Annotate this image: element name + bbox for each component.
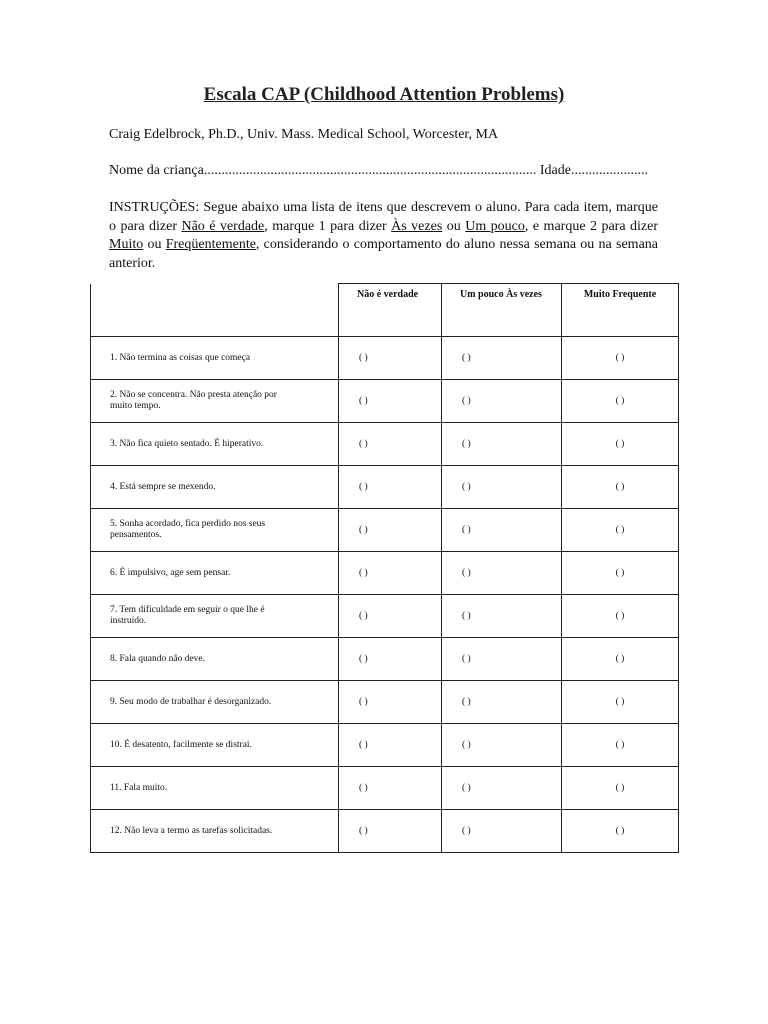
mark-sometimes[interactable]: ( )	[442, 552, 562, 595]
mark-sometimes[interactable]: ( )	[442, 595, 562, 638]
table-row	[91, 767, 679, 810]
item-text: 8. Fala quando não deve.	[91, 638, 339, 681]
table-row	[91, 638, 679, 681]
mark-sometimes[interactable]: ( )	[442, 423, 562, 466]
mark-not-true[interactable]: ( )	[339, 337, 442, 380]
mark-very-frequent[interactable]: ( )	[562, 552, 679, 595]
table-row	[91, 595, 679, 638]
instructions-underlined-sometimes: Às vezes	[391, 218, 443, 234]
item-text: 10. É desatento, facilmente se distrai.	[91, 724, 339, 767]
mark-not-true[interactable]: ( )	[339, 724, 442, 767]
header-not-true: Não é verdade	[339, 284, 442, 337]
mark-sometimes[interactable]: ( )	[442, 767, 562, 810]
mark-sometimes[interactable]: ( )	[442, 466, 562, 509]
mark-not-true[interactable]: ( )	[339, 509, 442, 552]
item-text: 6. É impulsivo, age sem pensar.	[91, 552, 339, 595]
mark-not-true[interactable]: ( )	[339, 810, 442, 853]
item-text: 9. Seu modo de trabalhar é desorganizado.	[91, 681, 339, 724]
mark-very-frequent[interactable]: ( )	[562, 337, 679, 380]
mark-very-frequent[interactable]: ( )	[562, 724, 679, 767]
item-text: 11. Fala muito.	[91, 767, 339, 810]
instructions-paragraph	[109, 199, 658, 273]
instructions-text: ou	[442, 218, 466, 234]
table-header-row	[91, 284, 679, 337]
table-row	[91, 509, 679, 552]
mark-very-frequent[interactable]: ( )	[562, 380, 679, 423]
mark-sometimes[interactable]: ( )	[442, 638, 562, 681]
header-very-frequent: Muito Frequente	[562, 284, 679, 337]
mark-not-true[interactable]: ( )	[339, 423, 442, 466]
age-blank[interactable]: ......................	[570, 163, 648, 178]
mark-very-frequent[interactable]: ( )	[562, 810, 679, 853]
instructions-text: ou	[143, 237, 166, 252]
item-text: 7. Tem dificuldade em seguir o que lhe é instruído.	[91, 595, 339, 638]
item-text: 5. Sonha acordado, fica perdido nos seus pensamentos.	[91, 509, 339, 552]
author-line: Craig Edelbrock, Ph.D., Univ. Mass. Medical School, Worcester, MA	[109, 127, 499, 142]
mark-sometimes[interactable]: ( )	[442, 337, 562, 380]
mark-sometimes[interactable]: ( )	[442, 509, 562, 552]
instructions-underlined-frequently: Freqüentemente	[165, 237, 256, 252]
mark-sometimes[interactable]: ( )	[442, 380, 562, 423]
instructions-text: , e marque 2 para dizer	[524, 218, 659, 234]
mark-very-frequent[interactable]: ( )	[562, 509, 679, 552]
header-sometimes: Um pouco Às vezes	[442, 284, 562, 337]
document-title: Escala CAP (Childhood Attention Problems)	[203, 84, 565, 105]
table-row	[91, 724, 679, 767]
mark-very-frequent[interactable]: ( )	[562, 767, 679, 810]
table-row	[91, 337, 679, 380]
age-label: Idade	[536, 163, 571, 178]
instructions-text: , marque 1 para dizer	[264, 218, 392, 234]
item-text: 1. Não termina as coisas que começa	[91, 337, 339, 380]
child-name-blank[interactable]: ...............................................................................................	[203, 163, 537, 178]
header-item-column	[91, 284, 339, 337]
mark-not-true[interactable]: ( )	[339, 767, 442, 810]
child-name-label: Nome da criança	[109, 163, 204, 178]
mark-not-true[interactable]: ( )	[339, 552, 442, 595]
name-age-line	[109, 163, 648, 179]
mark-very-frequent[interactable]: ( )	[562, 595, 679, 638]
instructions-text: INSTRUÇÕES: Segue abaixo uma lista de itens que descrevem o aluno. Para cada item, marque o para dizer	[109, 200, 658, 234]
table-row	[91, 552, 679, 595]
table-row	[91, 423, 679, 466]
mark-very-frequent[interactable]: ( )	[562, 681, 679, 724]
mark-sometimes[interactable]: ( )	[442, 724, 562, 767]
item-text: 12. Não leva a termo as tarefas solicitadas.	[91, 810, 339, 853]
mark-very-frequent[interactable]: ( )	[562, 423, 679, 466]
mark-not-true[interactable]: ( )	[339, 638, 442, 681]
mark-sometimes[interactable]: ( )	[442, 810, 562, 853]
table-row	[91, 466, 679, 509]
mark-very-frequent[interactable]: ( )	[562, 466, 679, 509]
item-text: 2. Não se concentra. Não presta atenção por muito tempo.	[91, 380, 339, 423]
mark-not-true[interactable]: ( )	[339, 380, 442, 423]
table-row	[91, 810, 679, 853]
mark-sometimes[interactable]: ( )	[442, 681, 562, 724]
instructions-text: , considerando o comportamento do aluno nessa semana ou na semana anterior.	[109, 237, 659, 271]
item-text: 4. Está sempre se mexendo.	[91, 466, 339, 509]
mark-very-frequent[interactable]: ( )	[562, 638, 679, 681]
instructions-underlined-very: Muito	[109, 237, 144, 252]
table-row	[91, 380, 679, 423]
rating-table	[90, 283, 679, 853]
mark-not-true[interactable]: ( )	[339, 681, 442, 724]
item-text: 3. Não fica quieto sentado. É hiperativo.	[91, 423, 339, 466]
instructions-underlined-not-true: Não é verdade	[181, 218, 265, 234]
instructions-underlined-a-little: Um pouco	[465, 218, 525, 234]
mark-not-true[interactable]: ( )	[339, 595, 442, 638]
mark-not-true[interactable]: ( )	[339, 466, 442, 509]
table-row	[91, 681, 679, 724]
